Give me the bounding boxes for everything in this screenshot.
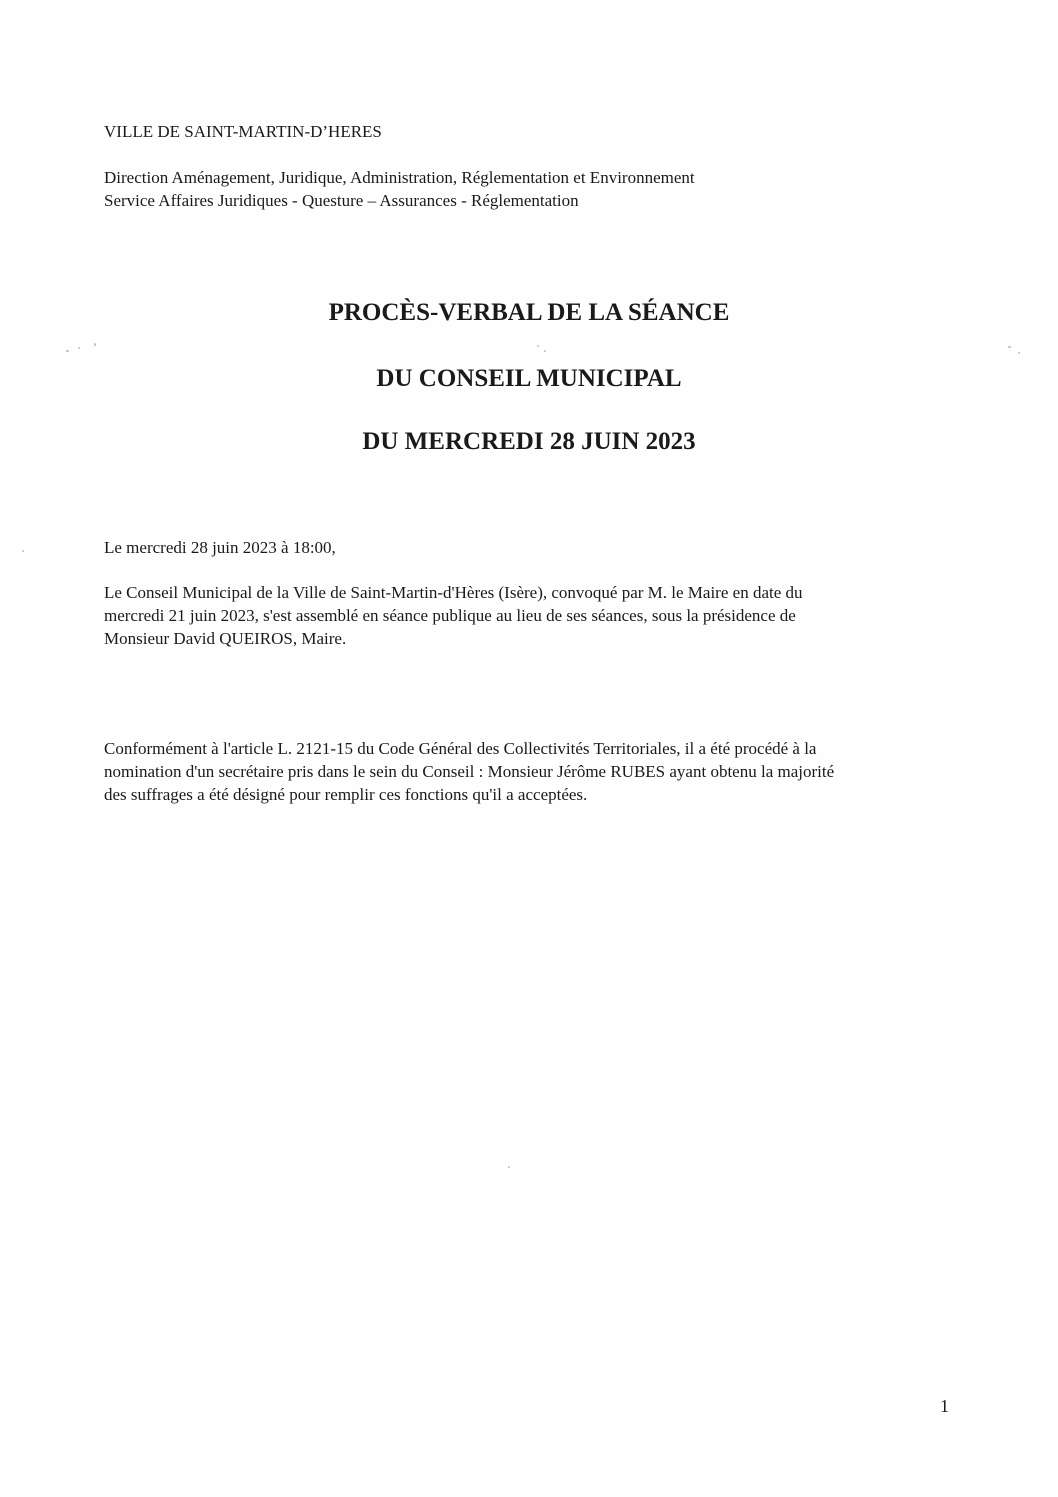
scan-speck: [1018, 352, 1020, 354]
page-title-line-1: PROCÈS-VERBAL DE LA SÉANCE: [328, 299, 730, 326]
convocation-line: Monsieur David QUEIROS, Maire.: [104, 629, 347, 648]
scan-speck: [544, 350, 546, 352]
scan-speck: [22, 550, 24, 552]
page-number: 1: [940, 1396, 949, 1416]
scan-speck: [94, 343, 96, 346]
page-title-line-2: DU CONSEIL MUNICIPAL: [376, 365, 682, 392]
scan-speck: [1008, 346, 1011, 348]
scan-speck: [78, 347, 80, 349]
scan-speck: [66, 350, 69, 352]
header-service-line: Service Affaires Juridiques - Questure – Assurances - Réglementation: [104, 191, 579, 210]
secretary-line: des suffrages a été désigné pour remplir ces fonctions qu'il a acceptées.: [104, 785, 588, 804]
page-title-line-3: DU MERCREDI 28 JUIN 2023: [362, 428, 696, 455]
convocation-line: Le Conseil Municipal de la Ville de Saint-Martin-d'Hères (Isère), convoqué par M. le Maire en date du: [104, 583, 803, 602]
convocation-line: mercredi 21 juin 2023, s'est assemblé en séance publique au lieu de ses séances, sous la présidence de: [104, 606, 796, 625]
secretary-line: Conformément à l'article L. 2121-15 du Code Général des Collectivités Territoriales, il a été procédé à la: [104, 739, 817, 758]
secretary-line: nomination d'un secrétaire pris dans le sein du Conseil : Monsieur Jérôme RUBES ayant obtenu la majorité: [104, 762, 835, 781]
secretary-paragraph: [104, 737, 934, 806]
scan-speck: [508, 1166, 510, 1168]
header-city-name: VILLE DE SAINT-MARTIN-D’HERES: [104, 122, 382, 141]
header-department: [104, 166, 695, 212]
meeting-date-line: Le mercredi 28 juin 2023 à 18:00,: [104, 538, 336, 557]
meeting-date-paragraph: [104, 536, 934, 559]
scan-speck: [537, 345, 539, 347]
convocation-paragraph: [104, 581, 934, 650]
header-direction-line: Direction Aménagement, Juridique, Administration, Réglementation et Environnement: [104, 168, 695, 187]
